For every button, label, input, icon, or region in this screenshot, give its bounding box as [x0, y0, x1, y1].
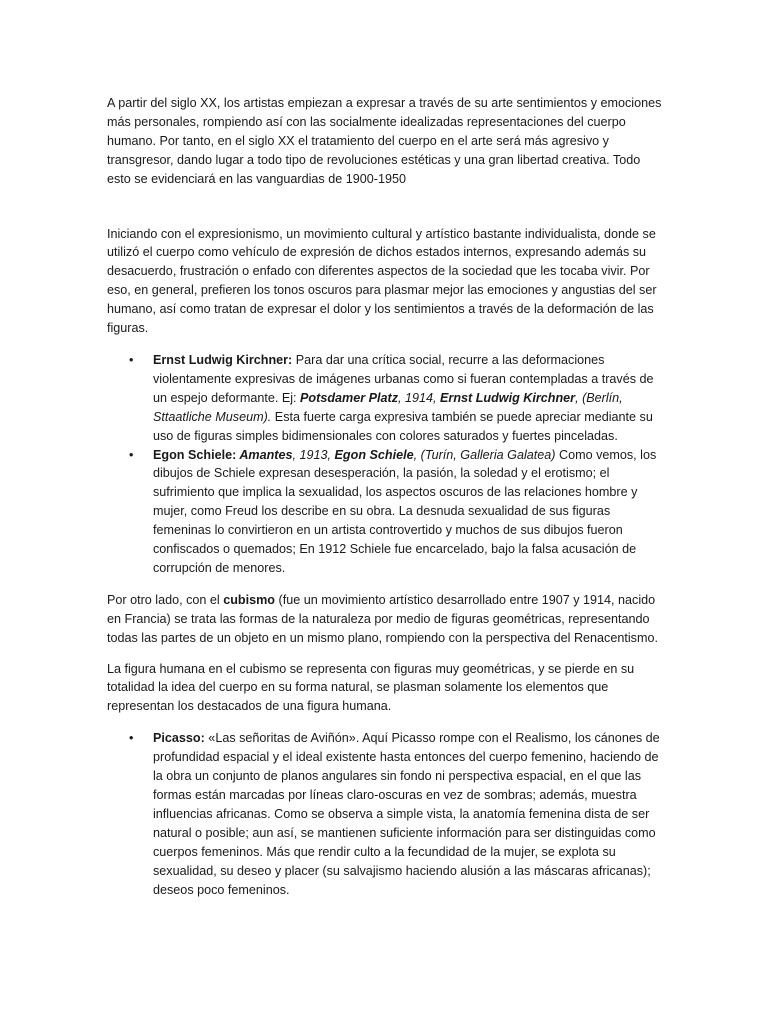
kirchner-text-1: Para dar una crítica social, recurre a las deformaciones violentamente expresivas de imágenes urbanas como si fueran contempladas a través de un espejo deformante. Ej:: [153, 352, 654, 405]
schiele-work-place: , (Turín, Galleria Galatea): [413, 447, 556, 462]
schiele-work-author: Egon Schiele: [334, 447, 414, 462]
paragraph-expresionismo: Iniciando con el expresionismo, un movimiento cultural y artístico bastante individualista, donde se utilizó el cuerpo como vehículo de expresión de dichos estados internos, expresando además su desacuerdo, frustración o enfado con diferentes aspectos de la sociedad que les tocaba vivir. Por eso, en general, prefieren los tonos oscuros para plasmar mejor las emociones y angustias del ser humano, así como tratan de expresar el dolor y los sentimientos a través de la deformación de las figuras.: [107, 226, 657, 336]
kirchner-work-year: , 1914,: [398, 390, 441, 405]
bullet: •: [129, 447, 134, 462]
bullet: •: [129, 731, 134, 746]
schiele-work-year: , 1913,: [292, 447, 335, 462]
artist-name-picasso: Picasso:: [153, 731, 205, 746]
schiele-work-title: Amantes: [236, 447, 293, 462]
document-body: [107, 94, 663, 899]
kirchner-work-place: , (Berlín, Sttaatliche Museum).: [153, 390, 623, 424]
paragraph-cubismo: [107, 591, 663, 648]
cubismo-text-pre: Por otro lado, con el: [107, 592, 224, 607]
artist-name-schiele: Egon Schiele:: [153, 447, 237, 462]
kirchner-text-2: Esta fuerte carga expresiva también se puede apreciar mediante su uso de figuras simples bidimensionales con colores saturados y fuertes pinceladas.: [153, 409, 653, 443]
list-item-picasso: [129, 729, 663, 899]
kirchner-work-author: Ernst Ludwig Kirchner: [440, 390, 576, 405]
picasso-text-1: «Las señoritas de Aviñón». Aquí Picasso rompe con el Realismo, los cánones de profundidad espacial y el ideal existente hasta entonces del cuerpo femenino, haciendo de la obra un conjunto de planos angulares sin fondo ni perspectiva espacial, en el que las formas están marcadas por líneas claro-oscuras en vez de sombras; además, muestra influencias africanas. Como se observa a simple vista, la anatomía femenina dista de ser natural o posible; aun así, se mantienen suficiente información para ser distinguidas como cuerpos femeninos. Más que rendir culto a la fecundidad de la mujer, se explota su sexualidad, su deseo y placer (su salvajismo haciendo alusión a las máscaras africanas); deseos poco femeninos.: [153, 731, 660, 897]
list-item-schiele: [129, 446, 663, 578]
cubismo-term: cubismo: [223, 592, 276, 607]
cubismo-text-post: (fue un movimiento artístico desarrollado entre 1907 y 1914, nacido en Francia) se trata las formas de la naturaleza por medio de figuras geométricas, representando todas las partes de un objeto en un mismo plano, rompiendo con la perspectiva del Renacentismo.: [107, 592, 658, 645]
cubismo-artist-list: [107, 729, 663, 899]
paragraph-figura-humana: La figura humana en el cubismo se representa con figuras muy geométricas, y se pierde en su totalidad la idea del cuerpo en su forma natural, se plasman solamente los elementos que representan los destacados de una figura humana.: [107, 661, 635, 714]
expresionismo-artist-list: [107, 351, 663, 578]
kirchner-work-title: Potsdamer Platz: [300, 390, 399, 405]
artist-name-kirchner: Ernst Ludwig Kirchner:: [153, 352, 293, 367]
schiele-text-1: Como vemos, los dibujos de Schiele expresan desesperación, la pasión, la soledad y el erotismo; el sufrimiento que implica la sexualidad, los aspectos oscuros de las relaciones hombre y mujer, como Freud los describe en su obra. La desnuda sexualidad de sus figuras femeninas lo convirtieron en un artista controvertido y muchos de sus dibujos fueron confiscados o quemados; En 1912 Schiele fue encarcelado, bajo la falsa acusación de corrupción de menores.: [153, 447, 657, 575]
bullet: •: [129, 352, 134, 367]
list-item-kirchner: [129, 351, 663, 446]
paragraph-intro: A partir del siglo XX, los artistas empiezan a expresar a través de su arte sentimientos y emociones más personales, rompiendo así con las socialmente idealizadas representaciones del cuerpo humano. Por tanto, en el siglo XX el tratamiento del cuerpo en el arte será más agresivo y transgresor, dando lugar a todo tipo de revoluciones estéticas y una gran libertad creativa. Todo esto se evidenciará en las vanguardias de 1900-1950: [107, 96, 662, 186]
